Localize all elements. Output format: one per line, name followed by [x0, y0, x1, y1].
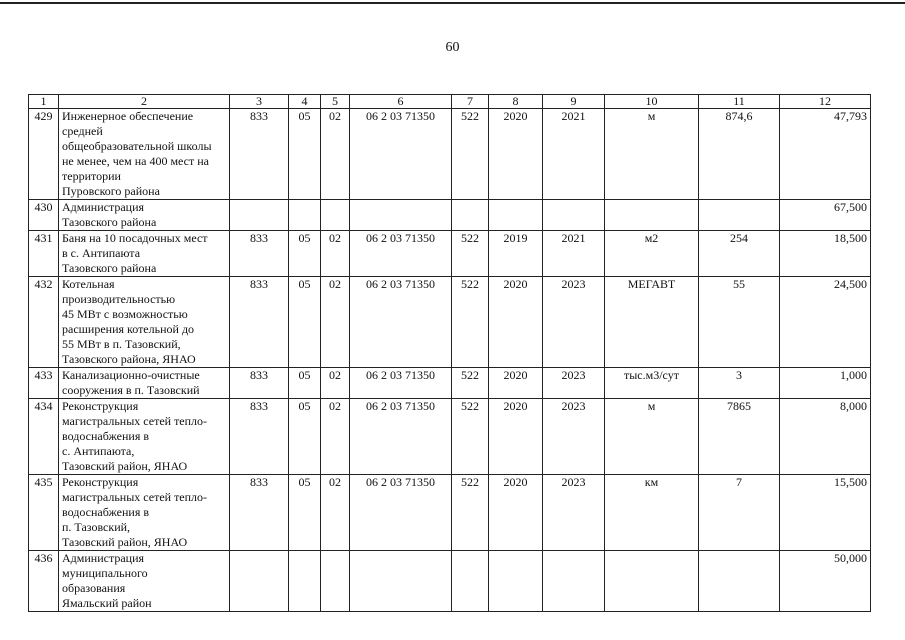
- section-cell: [289, 551, 321, 612]
- code-cell: [230, 200, 289, 231]
- code-cell: 833: [230, 231, 289, 277]
- capacity-cell: 874,6: [699, 109, 780, 200]
- row-number-cell: 429: [29, 109, 59, 200]
- table-row: [29, 109, 871, 200]
- end-year-cell: 2023: [543, 475, 605, 551]
- object-name-line: Ямальский район: [62, 596, 152, 610]
- object-name-line: производительностью: [62, 292, 176, 306]
- object-name-line: Тазовский район, ЯНАО: [62, 459, 188, 473]
- column-header-12: 12: [780, 95, 871, 109]
- row-number-cell: 435: [29, 475, 59, 551]
- amount-cell: 18,500: [780, 231, 871, 277]
- unit-cell: тыс.м3/сут: [605, 368, 699, 399]
- capacity-cell: 254: [699, 231, 780, 277]
- section-cell: [289, 200, 321, 231]
- amount-cell: 8,000: [780, 399, 871, 475]
- unit-cell: [605, 200, 699, 231]
- column-header-8: 8: [489, 95, 543, 109]
- column-header-10: 10: [605, 95, 699, 109]
- object-name-cell: [59, 200, 230, 231]
- start-year-cell: [489, 551, 543, 612]
- column-header-5: 5: [321, 95, 350, 109]
- capacity-cell: 3: [699, 368, 780, 399]
- start-year-cell: 2020: [489, 109, 543, 200]
- subsection-cell: 02: [321, 368, 350, 399]
- code-cell: 833: [230, 399, 289, 475]
- column-header-7: 7: [452, 95, 489, 109]
- code-cell: [230, 551, 289, 612]
- object-name-line: магистральных сетей тепло-: [62, 414, 208, 428]
- amount-cell: 67,500: [780, 200, 871, 231]
- capacity-cell: 55: [699, 277, 780, 368]
- object-name-line: Тазовского района: [62, 261, 157, 275]
- object-name-line: средней: [62, 124, 103, 138]
- section-cell: 05: [289, 368, 321, 399]
- object-name-line: п. Тазовский,: [62, 520, 131, 534]
- table-row: [29, 475, 871, 551]
- amount-cell: 15,500: [780, 475, 871, 551]
- object-name-line: территории: [62, 169, 121, 183]
- start-year-cell: [489, 200, 543, 231]
- start-year-cell: 2020: [489, 475, 543, 551]
- target-article-cell: 06 2 03 71350: [350, 475, 452, 551]
- table-row: [29, 551, 871, 612]
- row-number-cell: 434: [29, 399, 59, 475]
- subsection-cell: 02: [321, 475, 350, 551]
- object-name-line: Реконструкция: [62, 399, 139, 413]
- amount-cell: 24,500: [780, 277, 871, 368]
- code-cell: 833: [230, 277, 289, 368]
- column-header-4: 4: [289, 95, 321, 109]
- capacity-cell: 7: [699, 475, 780, 551]
- unit-cell: м: [605, 109, 699, 200]
- column-header-1: 1: [29, 95, 59, 109]
- row-number-cell: 436: [29, 551, 59, 612]
- table-row: [29, 399, 871, 475]
- table-row: [29, 368, 871, 399]
- object-name-line: Администрация: [62, 200, 145, 214]
- column-header-9: 9: [543, 95, 605, 109]
- section-cell: 05: [289, 475, 321, 551]
- section-cell: 05: [289, 399, 321, 475]
- column-header-2: 2: [59, 95, 230, 109]
- unit-cell: м2: [605, 231, 699, 277]
- row-number-cell: 430: [29, 200, 59, 231]
- table-row: [29, 277, 871, 368]
- unit-cell: [605, 551, 699, 612]
- code-cell: 833: [230, 368, 289, 399]
- expense-type-cell: 522: [452, 277, 489, 368]
- object-name-cell: [59, 551, 230, 612]
- unit-cell: км: [605, 475, 699, 551]
- expense-type-cell: 522: [452, 109, 489, 200]
- object-name-cell: [59, 475, 230, 551]
- object-name-line: не менее, чем на 400 мест на: [62, 154, 209, 168]
- expense-type-cell: 522: [452, 399, 489, 475]
- start-year-cell: 2019: [489, 231, 543, 277]
- capacity-cell: [699, 200, 780, 231]
- object-name-cell: [59, 277, 230, 368]
- object-name-line: Баня на 10 посадочных мест: [62, 231, 208, 245]
- expense-type-cell: 522: [452, 231, 489, 277]
- capacity-cell: 7865: [699, 399, 780, 475]
- start-year-cell: 2020: [489, 399, 543, 475]
- column-header-6: 6: [350, 95, 452, 109]
- row-number-cell: 433: [29, 368, 59, 399]
- top-rule: [0, 2, 905, 4]
- target-article-cell: 06 2 03 71350: [350, 368, 452, 399]
- expense-type-cell: [452, 551, 489, 612]
- object-name-cell: [59, 109, 230, 200]
- end-year-cell: 2023: [543, 277, 605, 368]
- amount-cell: 1,000: [780, 368, 871, 399]
- section-cell: 05: [289, 109, 321, 200]
- target-article-cell: 06 2 03 71350: [350, 277, 452, 368]
- subsection-cell: 02: [321, 277, 350, 368]
- amount-cell: 50,000: [780, 551, 871, 612]
- object-name-line: в с. Антипаюта: [62, 246, 141, 260]
- object-name-line: водоснабжения в: [62, 505, 150, 519]
- subsection-cell: 02: [321, 231, 350, 277]
- object-name-line: магистральных сетей тепло-: [62, 490, 208, 504]
- start-year-cell: 2020: [489, 277, 543, 368]
- object-name-cell: [59, 368, 230, 399]
- object-name-line: Администрация: [62, 551, 145, 565]
- unit-cell: м: [605, 399, 699, 475]
- object-name-line: общеобразовательной школы: [62, 139, 212, 153]
- object-name-line: Реконструкция: [62, 475, 139, 489]
- expense-type-cell: 522: [452, 475, 489, 551]
- object-name-cell: [59, 399, 230, 475]
- target-article-cell: [350, 551, 452, 612]
- subsection-cell: [321, 200, 350, 231]
- column-header-11: 11: [699, 95, 780, 109]
- object-name-line: Котельная: [62, 277, 115, 291]
- object-name-line: расширения котельной до: [62, 322, 195, 336]
- column-header-3: 3: [230, 95, 289, 109]
- object-name-cell: [59, 231, 230, 277]
- code-cell: 833: [230, 475, 289, 551]
- target-article-cell: [350, 200, 452, 231]
- object-name-line: Тазовского района, ЯНАО: [62, 352, 196, 366]
- object-name-line: сооружения в п. Тазовский: [62, 383, 200, 397]
- row-number-cell: 432: [29, 277, 59, 368]
- page-number: 60: [445, 40, 460, 55]
- object-name-line: с. Антипаюта,: [62, 444, 135, 458]
- subsection-cell: [321, 551, 350, 612]
- object-name-line: Тазовского района: [62, 215, 157, 229]
- table-row: [29, 231, 871, 277]
- capacity-cell: [699, 551, 780, 612]
- object-name-line: Канализационно-очистные: [62, 368, 200, 382]
- object-name-line: Тазовский район, ЯНАО: [62, 535, 188, 549]
- section-cell: 05: [289, 277, 321, 368]
- end-year-cell: 2021: [543, 109, 605, 200]
- target-article-cell: 06 2 03 71350: [350, 399, 452, 475]
- header-row: [29, 95, 871, 109]
- subsection-cell: 02: [321, 399, 350, 475]
- object-name-line: 45 МВт с возможностью: [62, 307, 188, 321]
- expense-type-cell: [452, 200, 489, 231]
- section-cell: 05: [289, 231, 321, 277]
- amount-cell: 47,793: [780, 109, 871, 200]
- end-year-cell: [543, 200, 605, 231]
- object-name-line: водоснабжения в: [62, 429, 150, 443]
- end-year-cell: 2023: [543, 399, 605, 475]
- target-article-cell: 06 2 03 71350: [350, 231, 452, 277]
- end-year-cell: 2023: [543, 368, 605, 399]
- object-name-line: образования: [62, 581, 126, 595]
- table-body: [29, 109, 871, 612]
- object-name-line: муниципального: [62, 566, 148, 580]
- unit-cell: МЕГАВТ: [605, 277, 699, 368]
- object-name-line: Пуровского района: [62, 184, 160, 198]
- object-name-line: 55 МВт в п. Тазовский,: [62, 337, 181, 351]
- expense-type-cell: 522: [452, 368, 489, 399]
- subsection-cell: 02: [321, 109, 350, 200]
- target-article-cell: 06 2 03 71350: [350, 109, 452, 200]
- start-year-cell: 2020: [489, 368, 543, 399]
- code-cell: 833: [230, 109, 289, 200]
- table-row: [29, 200, 871, 231]
- object-name-line: Инженерное обеспечение: [62, 109, 194, 123]
- row-number-cell: 431: [29, 231, 59, 277]
- budget-table: [28, 94, 871, 612]
- end-year-cell: 2021: [543, 231, 605, 277]
- end-year-cell: [543, 551, 605, 612]
